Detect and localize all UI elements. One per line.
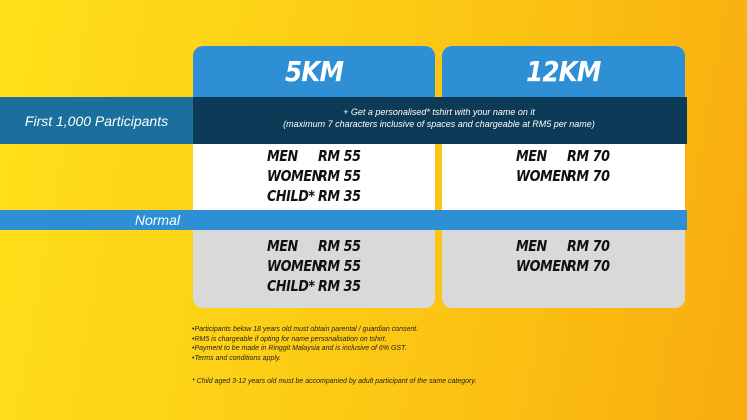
normal-label: Normal: [134, 212, 180, 228]
first-prices-5km: [193, 144, 435, 210]
card-title-5km: 5KM: [193, 46, 435, 97]
note-item: • Participants below 18 years old must obtain parental / guardian consent.: [192, 325, 418, 335]
price-row: MEN RM 55: [267, 147, 361, 165]
price-row: WOMEN RM 70: [516, 167, 610, 185]
note-item: • RM5 is chargeable if opting for name personalisation on tshirt.: [192, 335, 418, 345]
first-participants-label: First 1,000 Participants: [0, 97, 193, 144]
price-row: WOMEN RM 55: [267, 167, 361, 185]
first-participants-band: [0, 97, 687, 144]
card-5km: [193, 46, 435, 308]
price-row: MEN RM 70: [516, 147, 610, 165]
normal-prices-12km: [442, 230, 685, 308]
card-title-12km: 12KM: [442, 46, 685, 97]
child-footnote: * Child aged 3-12 years old must be accompanied by adult participant of the same category.: [192, 378, 477, 385]
note-item: • Payment to be made in Ringgit Malaysia and is inclusive of 6% GST.: [192, 344, 418, 354]
price-row: CHILD* RM 35: [267, 277, 361, 295]
note-item: • Terms and conditions apply.: [192, 354, 418, 364]
notes-list: [192, 325, 418, 363]
price-row: MEN RM 55: [267, 237, 361, 255]
normal-prices-5km: [193, 230, 435, 308]
price-row: CHILD* RM 35: [267, 187, 361, 205]
price-row: WOMEN RM 70: [516, 257, 610, 275]
price-row: MEN RM 70: [516, 237, 610, 255]
first-prices-12km: [442, 144, 685, 210]
personalised-tshirt-note: + Get a personalised* tshirt with your name on it (maximum 7 characters inclusive of spaces and chargeable at RM5 per name): [283, 107, 595, 129]
card-12km: [442, 46, 685, 308]
normal-band: [0, 210, 687, 230]
price-row: WOMEN RM 55: [267, 257, 361, 275]
